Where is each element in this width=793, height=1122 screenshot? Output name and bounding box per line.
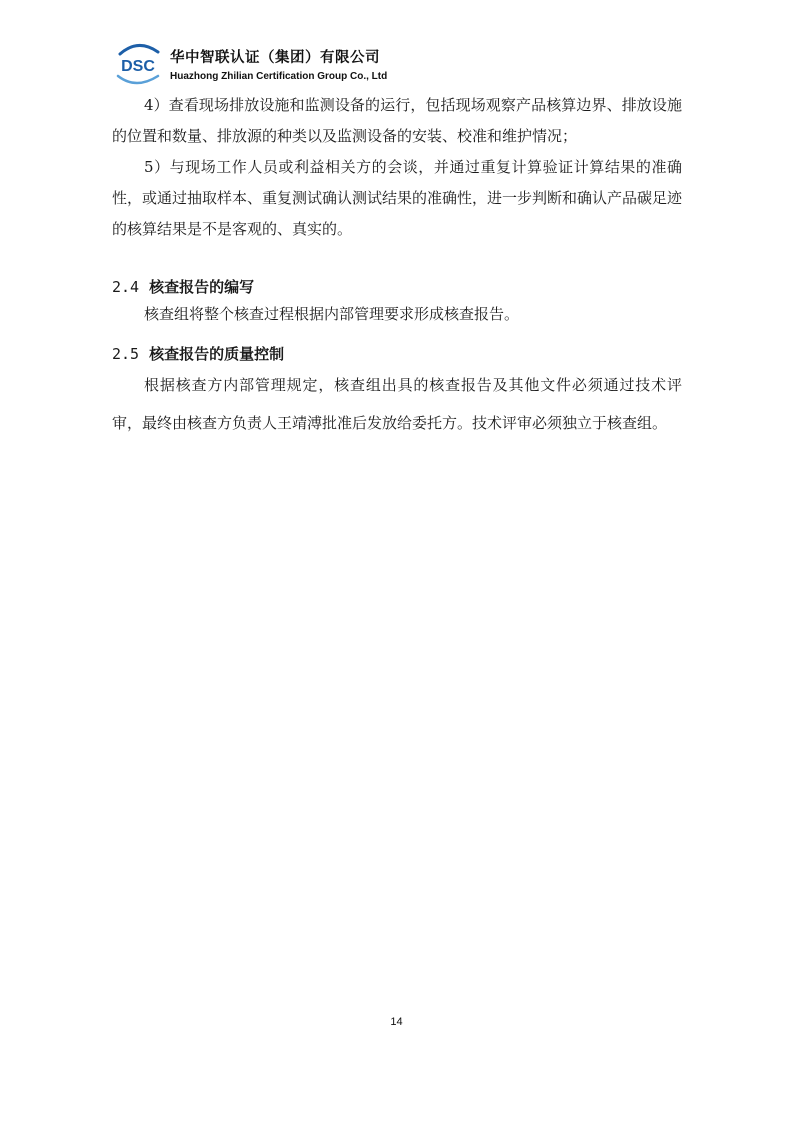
section-heading-2-4 [112,275,682,299]
section-title: 核查报告的质量控制 [149,345,285,363]
company-name-cn: 华中智联认证（集团）有限公司 [170,50,380,66]
page-number: 14 [390,1016,403,1028]
section-number: 2.5 [112,345,140,363]
company-name-block [170,46,387,82]
page-header [112,40,712,88]
section-2-5-text: 根据核查方内部管理规定，核查组出具的核查报告及其他文件必须通过技术评审，最终由核查方负责人王靖溥批准后发放给委托方。技术评审必须独立于核查组。 [112,376,682,432]
logo-text: DSC [121,58,155,75]
section-title: 核查报告的编写 [149,278,255,296]
paragraph-item-4: 4）查看现场排放设施和监测设备的运行，包括现场观察产品核算边界、排放设施的位置和数量、排放源的种类以及监测设备的安装、校准和维护情况； [112,96,682,145]
company-logo [112,40,164,88]
paragraph-item-5: 5）与现场工作人员或利益相关方的会谈，并通过重复计算验证计算结果的准确性，或通过抽取样本、重复测试确认测试结果的准确性，进一步判断和确认产品碳足迹的核算结果是不是客观的、真实的。 [112,158,683,238]
section-number: 2.4 [112,278,140,296]
company-name-en: Huazhong Zhilian Certification Group Co., Ltd [170,71,388,82]
document-body [112,90,682,442]
section-heading-2-5 [112,342,682,366]
section-2-4-text: 核查组将整个核查过程根据内部管理要求形成核查报告。 [144,305,520,323]
